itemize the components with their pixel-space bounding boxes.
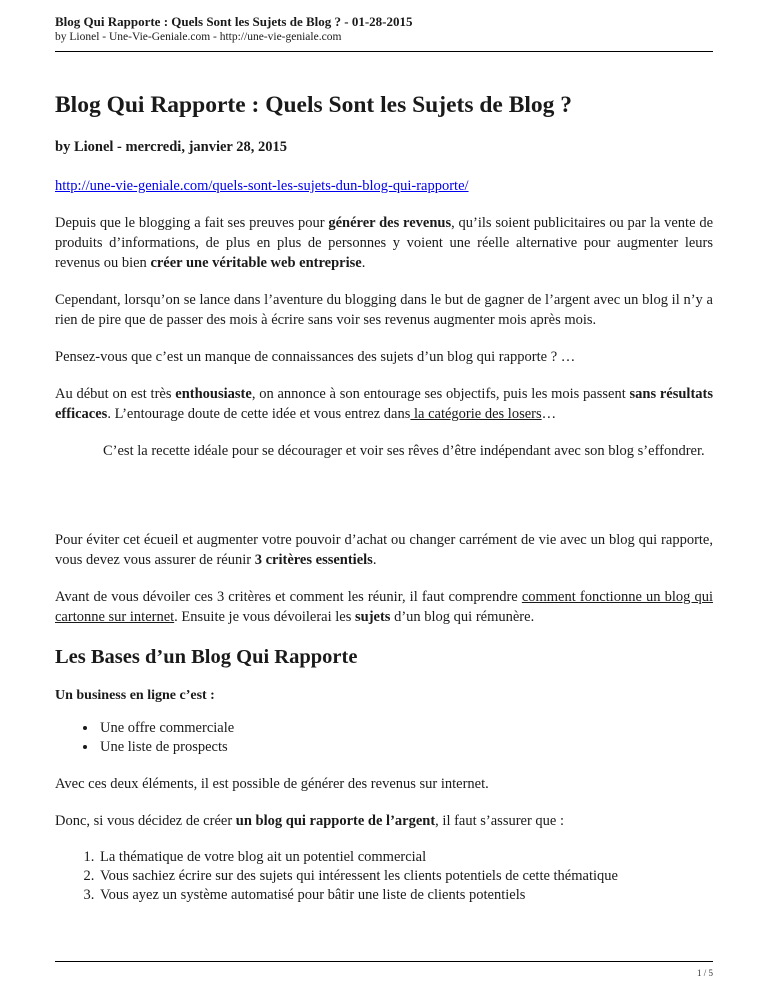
blockquote: C’est la recette idéale pour se décourager et voir ses rêves d’être indépendant avec son blog s’effondrer. (103, 443, 705, 459)
text: Depuis que le blogging a fait ses preuves pour (55, 215, 329, 231)
bold-text: générer des revenus (328, 215, 452, 231)
page-header (55, 14, 713, 45)
list-item: 1. La thématique de votre blog ait un potentiel commercial (98, 848, 713, 867)
list-item: 3. Vous ayez un système automatisé pour bâtir une liste de clients potentiels (98, 886, 713, 905)
list-item: 2. Vous sachiez écrire sur des sujets qui intéressent les clients potentiels de cette thématique (98, 867, 713, 886)
list-item: • Une liste de prospects (98, 738, 713, 757)
bullet-list (55, 719, 713, 757)
header-title: Blog Qui Rapporte : Quels Sont les Sujets de Blog ? - 01-28-2015 (55, 14, 413, 29)
paragraph-eviter (55, 530, 713, 570)
bold-text: sans résultats efficaces (55, 386, 713, 422)
text: Pour éviter cet écueil et augmenter votre pouvoir d’achat ou changer carrément de vie avec un blog qui rapporte, vous devez vous assurer de réunir (55, 532, 713, 568)
header-divider (55, 51, 713, 52)
text: , il faut s’assurer que : (435, 813, 565, 829)
footer-divider (55, 961, 713, 962)
numbered-list (55, 848, 713, 905)
losers-link[interactable]: la catégorie des losers (410, 406, 542, 422)
page-number: 1 / 5 (696, 968, 713, 978)
text: … (541, 406, 557, 422)
paragraph-avant (55, 587, 713, 627)
text: . (361, 255, 366, 271)
article-title: Blog Qui Rapporte : Quels Sont les Sujets de Blog ? (55, 92, 573, 118)
paragraph-debut (55, 384, 713, 424)
bold-text: enthousiaste (175, 386, 252, 402)
text: Donc, si vous décidez de créer (55, 813, 236, 829)
article-byline: by Lionel - mercredi, janvier 28, 2015 (55, 139, 287, 155)
paragraph-cependant: Cependant, lorsqu’on se lance dans l’aventure du blogging dans le but de gagner de l’argent avec un blog il n’y a rien de pire que de passer des mois à écrire sans voir ses revenus augmenter mois après mois. (55, 292, 713, 328)
blog-cartonne-link[interactable]: comment fonctionne un blog qui cartonne sur internet (55, 589, 713, 625)
bold-text: un blog qui rapporte de l’argent (235, 813, 436, 829)
paragraph-question: Pensez-vous que c’est un manque de connaissances des sujets d’un blog qui rapporte ? … (55, 349, 576, 365)
bold-text: sujets (354, 609, 391, 625)
text: Avant de vous dévoiler ces 3 critères et comment les réunir, il faut comprendre (55, 589, 522, 605)
paragraph-elements: Avec ces deux éléments, il est possible de générer des revenus sur internet. (55, 776, 489, 792)
text: , qu’ils soient publicitaires ou par la vente de produits d’informations, de plus en plus de personnes y voient une réelle alternative pour augmenter leurs revenus ou bien (55, 215, 714, 271)
paragraph-intro (55, 213, 713, 273)
business-label: Un business en ligne c’est : (55, 688, 215, 703)
text: Au début on est très (55, 386, 176, 402)
article-content (55, 90, 713, 922)
text: , on annonce à son entourage ses objectifs, puis les mois passent (251, 386, 630, 402)
text: . L’entourage doute de cette idée et vous entrez dans (107, 406, 411, 422)
bold-text: créer une véritable web entreprise (150, 255, 362, 271)
text: d’un blog qui rémunère. (390, 609, 535, 625)
paragraph-donc (55, 811, 713, 831)
section-heading: Les Bases d’un Blog Qui Rapporte (55, 646, 358, 668)
text: . (372, 552, 377, 568)
text: . Ensuite je vous dévoilerai les (174, 609, 355, 625)
list-item: • Une offre commerciale (98, 719, 713, 738)
header-subtitle: by Lionel - Une-Vie-Geniale.com - http://une-vie-geniale.com (55, 31, 342, 43)
bold-text: 3 critères essentiels (254, 552, 373, 568)
article-url-link[interactable]: http://une-vie-geniale.com/quels-sont-les-sujets-dun-blog-qui-rapporte/ (55, 178, 469, 194)
